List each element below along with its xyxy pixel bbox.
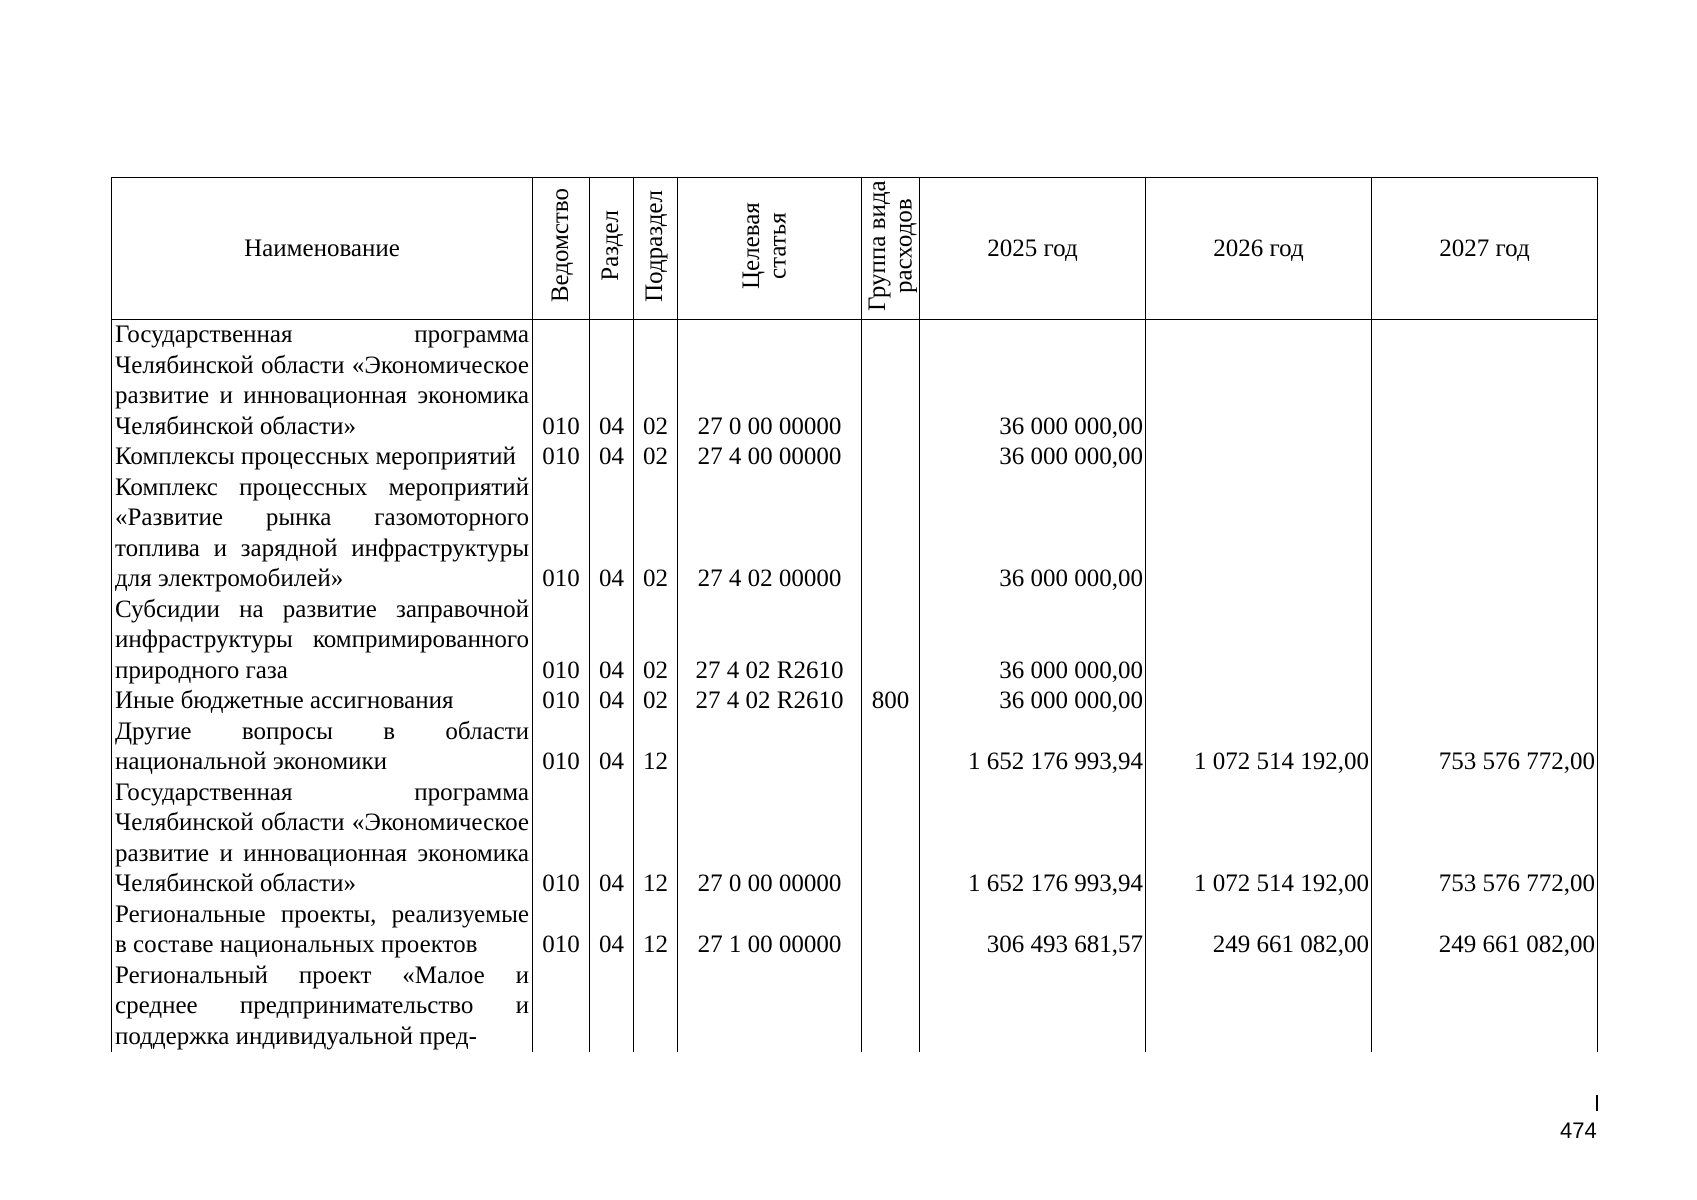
year-2026-cell: 1 072 514 192,00: [1146, 717, 1372, 778]
vedomstvo-cell: 010: [533, 442, 590, 473]
name-cell: Другие вопросы в области национальной экономики: [112, 717, 533, 778]
header-year-2025-label: 2025 год: [987, 234, 1078, 262]
table-row: [112, 686, 1598, 717]
year-2027-cell: [1372, 320, 1598, 443]
celevaya-statya-cell: 27 4 02 R2610: [678, 686, 862, 717]
razdel-cell: 04: [590, 595, 634, 687]
name-cell: Региональные проекты, реализуемые в составе национальных проектов: [112, 900, 533, 961]
year-2027-cell: [1372, 473, 1598, 595]
header-year-2027: [1372, 178, 1598, 320]
header-gruppa-vida-rashodov: [862, 178, 920, 320]
year-2025-cell: 1 652 176 993,94: [920, 778, 1146, 900]
razdel-cell: 04: [590, 900, 634, 961]
year-2027-cell: [1372, 961, 1598, 1053]
header-vedomstvo-label: Ведомство: [546, 188, 574, 303]
razdel-cell: 04: [590, 717, 634, 778]
year-2025-cell: 36 000 000,00: [920, 320, 1146, 443]
gruppa-vida-rashodov-cell: [862, 717, 920, 778]
header-celevaya-statya-label: Целевая статья: [737, 202, 791, 289]
celevaya-statya-cell: 27 4 00 00000: [678, 442, 862, 473]
celevaya-statya-cell: 27 0 00 00000: [678, 320, 862, 443]
celevaya-statya-cell: 27 0 00 00000: [678, 778, 862, 900]
header-year-2026: [1146, 178, 1372, 320]
table-row: [112, 320, 1598, 443]
header-celevaya-statya: [678, 178, 862, 320]
podrazdel-cell: 02: [634, 320, 678, 443]
name-cell: Комплексы процессных мероприятий: [112, 442, 533, 473]
vedomstvo-cell: 010: [533, 473, 590, 595]
year-2026-cell: [1146, 442, 1372, 473]
header-year-2025: [920, 178, 1146, 320]
vedomstvo-cell: 010: [533, 778, 590, 900]
razdel-cell: 04: [590, 778, 634, 900]
celevaya-statya-cell: [678, 961, 862, 1053]
podrazdel-cell: 12: [634, 717, 678, 778]
header-year-2026-label: 2026 год: [1213, 234, 1304, 262]
gruppa-vida-rashodov-cell: 800: [862, 686, 920, 717]
podrazdel-cell: 12: [634, 778, 678, 900]
razdel-cell: 04: [590, 320, 634, 443]
name-cell: Государственная программа Челябинской области «Экономическое развитие и инновационная экономика Челябинской области»: [112, 320, 533, 443]
header-podrazdel-label: Подраздел: [641, 189, 669, 302]
razdel-cell: 04: [590, 686, 634, 717]
celevaya-statya-cell: 27 4 02 00000: [678, 473, 862, 595]
year-2027-cell: [1372, 442, 1598, 473]
table-header-row: [112, 178, 1598, 320]
table-row: [112, 961, 1598, 1053]
table-row: [112, 442, 1598, 473]
year-2027-cell: 753 576 772,00: [1372, 717, 1598, 778]
year-2025-cell: 1 652 176 993,94: [920, 717, 1146, 778]
year-2026-cell: 249 661 082,00: [1146, 900, 1372, 961]
year-2027-cell: 249 661 082,00: [1372, 900, 1598, 961]
razdel-cell: [590, 961, 634, 1053]
table-row: [112, 717, 1598, 778]
name-cell: Государственная программа Челябинской области «Экономическое развитие и инновационная экономика Челябинской области»: [112, 778, 533, 900]
table-row: [112, 595, 1598, 687]
table-edge-mark: [1596, 1095, 1598, 1111]
vedomstvo-cell: 010: [533, 717, 590, 778]
budget-table: [111, 177, 1598, 1052]
year-2026-cell: [1146, 686, 1372, 717]
year-2025-cell: 36 000 000,00: [920, 686, 1146, 717]
podrazdel-cell: 02: [634, 686, 678, 717]
year-2026-cell: 1 072 514 192,00: [1146, 778, 1372, 900]
year-2027-cell: [1372, 595, 1598, 687]
year-2025-cell: 306 493 681,57: [920, 900, 1146, 961]
year-2025-cell: [920, 961, 1146, 1053]
celevaya-statya-cell: 27 4 02 R2610: [678, 595, 862, 687]
year-2025-cell: 36 000 000,00: [920, 595, 1146, 687]
header-vedomstvo: [533, 178, 590, 320]
gruppa-vida-rashodov-cell: [862, 473, 920, 595]
header-gruppa-vida-rashodov-label: Группа вида расходов: [863, 180, 917, 311]
vedomstvo-cell: 010: [533, 595, 590, 687]
table-body: [112, 320, 1598, 1053]
name-cell: Субсидии на развитие заправочной инфраструктуры компримированного природного газа: [112, 595, 533, 687]
header-name: [112, 178, 533, 320]
year-2026-cell: [1146, 961, 1372, 1053]
gruppa-vida-rashodov-cell: [862, 442, 920, 473]
podrazdel-cell: 12: [634, 900, 678, 961]
vedomstvo-cell: [533, 961, 590, 1053]
name-cell: Региональный проект «Малое и среднее предпринимательство и поддержка индивидуальной пред-: [112, 961, 533, 1053]
year-2026-cell: [1146, 320, 1372, 443]
vedomstvo-cell: 010: [533, 900, 590, 961]
podrazdel-cell: 02: [634, 442, 678, 473]
vedomstvo-cell: 010: [533, 686, 590, 717]
table-row: [112, 900, 1598, 961]
header-razdel-label: Раздел: [597, 210, 625, 281]
celevaya-statya-cell: [678, 717, 862, 778]
name-cell: Иные бюджетные ассигнования: [112, 686, 533, 717]
gruppa-vida-rashodov-cell: [862, 320, 920, 443]
year-2025-cell: 36 000 000,00: [920, 473, 1146, 595]
podrazdel-cell: 02: [634, 595, 678, 687]
gruppa-vida-rashodov-cell: [862, 961, 920, 1053]
podrazdel-cell: [634, 961, 678, 1053]
header-razdel: [590, 178, 634, 320]
header-year-2027-label: 2027 год: [1439, 234, 1530, 262]
name-cell: Комплекс процессных мероприятий «Развитие рынка газомоторного топлива и зарядной инфраструктуры для электромобилей»: [112, 473, 533, 595]
header-podrazdel: [634, 178, 678, 320]
year-2027-cell: [1372, 686, 1598, 717]
celevaya-statya-cell: 27 1 00 00000: [678, 900, 862, 961]
year-2026-cell: [1146, 473, 1372, 595]
table-row: [112, 473, 1598, 595]
razdel-cell: 04: [590, 473, 634, 595]
year-2025-cell: 36 000 000,00: [920, 442, 1146, 473]
budget-table-page: [111, 177, 1598, 1107]
year-2026-cell: [1146, 595, 1372, 687]
table-row: [112, 778, 1598, 900]
page-number: 474: [1560, 1118, 1597, 1143]
header-name-label: Наименование: [244, 234, 400, 262]
gruppa-vida-rashodov-cell: [862, 778, 920, 900]
year-2027-cell: 753 576 772,00: [1372, 778, 1598, 900]
gruppa-vida-rashodov-cell: [862, 900, 920, 961]
gruppa-vida-rashodov-cell: [862, 595, 920, 687]
razdel-cell: 04: [590, 442, 634, 473]
vedomstvo-cell: 010: [533, 320, 590, 443]
podrazdel-cell: 02: [634, 473, 678, 595]
